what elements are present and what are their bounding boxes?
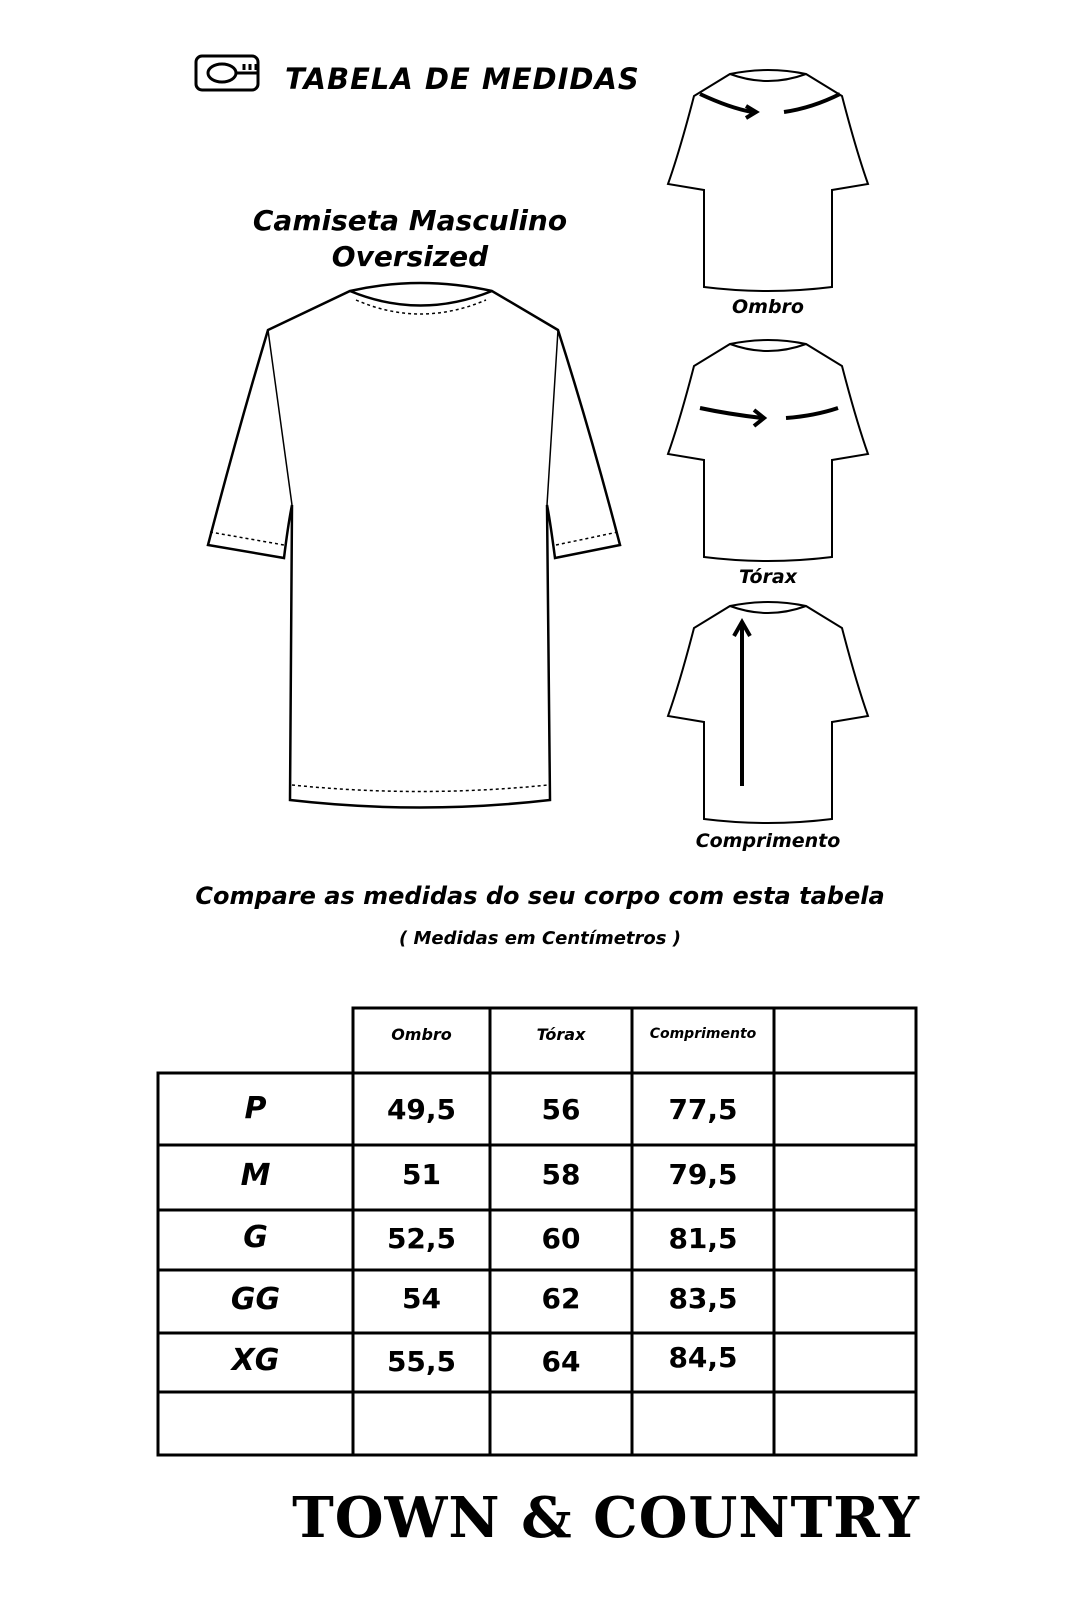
guide-label-ombro: Ombro xyxy=(732,296,804,318)
cell-g-torax: 60 xyxy=(541,1222,581,1255)
size-label-g: G xyxy=(243,1220,268,1255)
page-title: TABELA DE MEDIDAS xyxy=(285,62,640,96)
measuring-tape-icon xyxy=(196,56,258,90)
table-header-comprimento: Comprimento xyxy=(649,1026,757,1042)
size-label-p: P xyxy=(244,1091,267,1126)
chest-shirt-illustration xyxy=(668,340,868,561)
table-header-ombro: Ombro xyxy=(391,1025,452,1044)
cell-g-comprimento: 81,5 xyxy=(668,1222,738,1255)
cell-p-torax: 56 xyxy=(541,1093,581,1126)
cell-gg-torax: 62 xyxy=(541,1282,581,1315)
compare-instruction: Compare as medidas do seu corpo com esta tabela xyxy=(195,882,885,910)
brand-wordmark: TOWN & COUNTRY xyxy=(292,1485,920,1551)
guide-label-comprimento: Comprimento xyxy=(695,830,841,852)
size-label-m: M xyxy=(240,1158,271,1193)
product-title-line2: Oversized xyxy=(331,240,489,273)
cell-p-ombro: 49,5 xyxy=(386,1093,457,1126)
main-tshirt-illustration xyxy=(208,283,620,808)
cell-g-ombro: 52,5 xyxy=(386,1222,457,1255)
cell-xg-ombro: 55,5 xyxy=(386,1345,457,1378)
cell-xg-comprimento: 84,5 xyxy=(668,1341,738,1374)
cell-gg-comprimento: 83,5 xyxy=(668,1282,738,1315)
units-note: ( Medidas em Centímetros ) xyxy=(399,928,681,949)
product-title xyxy=(200,203,620,275)
length-shirt-illustration xyxy=(668,602,868,823)
cell-gg-ombro: 54 xyxy=(402,1282,441,1315)
guide-label-torax: Tórax xyxy=(738,566,797,588)
cell-m-ombro: 51 xyxy=(402,1158,441,1191)
cell-m-comprimento: 79,5 xyxy=(668,1158,738,1191)
size-label-xg: XG xyxy=(231,1343,280,1378)
size-label-gg: GG xyxy=(230,1282,281,1317)
cell-p-comprimento: 77,5 xyxy=(668,1093,738,1126)
cell-xg-torax: 64 xyxy=(541,1345,581,1378)
cell-m-torax: 58 xyxy=(541,1158,581,1191)
table-header-torax: Tórax xyxy=(536,1025,586,1044)
shoulder-shirt-illustration xyxy=(668,70,868,291)
product-title-line1: Camiseta Masculino xyxy=(252,204,568,237)
